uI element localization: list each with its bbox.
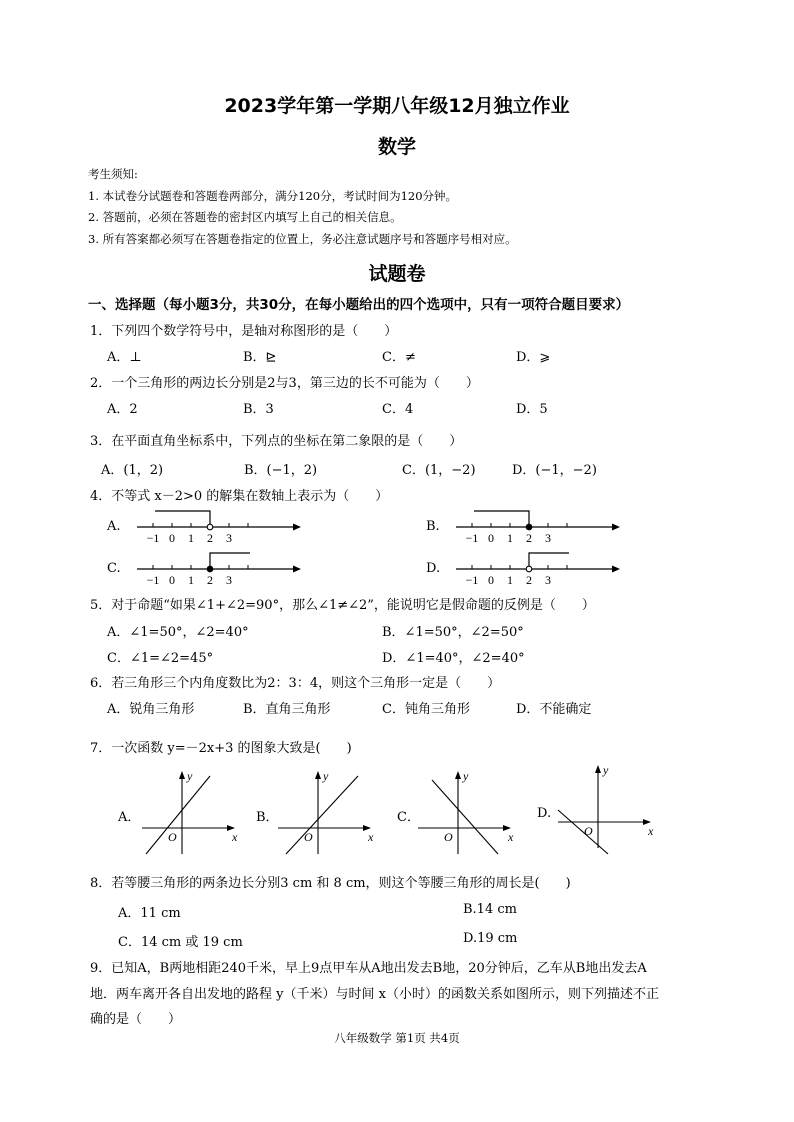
x-axis-label: x bbox=[368, 830, 374, 844]
q2-option-d: D．5 bbox=[516, 402, 548, 417]
q4-stem: 4．不等式 x－2>0 的解集在数轴上表示为（ ） bbox=[90, 489, 389, 504]
y-axis-label: y bbox=[603, 763, 609, 777]
solution-ray bbox=[529, 553, 569, 569]
axis-arrow bbox=[293, 524, 301, 531]
q5-stem: 5．对于命题“如果∠1+∠2=90°，那么∠1≠∠2”，能说明它是假命题的反例是（ ） bbox=[90, 598, 595, 613]
q6-option-d: D．不能确定 bbox=[516, 702, 592, 717]
graph-a bbox=[142, 769, 238, 854]
open-point bbox=[526, 566, 532, 572]
q4-option-b: B. bbox=[426, 519, 440, 534]
tick-label: 3 bbox=[545, 573, 551, 587]
q7-option-a: A． bbox=[118, 810, 141, 825]
q6-option-a: A．锐角三角形 bbox=[107, 702, 195, 717]
closed-point bbox=[207, 566, 213, 572]
q8-option-c: C．14 cm 或 19 cm bbox=[118, 935, 243, 950]
tick-label: 2 bbox=[207, 573, 213, 587]
origin-label: O bbox=[444, 830, 453, 844]
q5-option-b: B．∠1=50°，∠2=50° bbox=[382, 625, 524, 640]
q9-line-2: 地．两车离开各自出发地的路程 y（千米）与时间 x（小时）的函数关系如图所示，则下列描述不正 bbox=[90, 987, 659, 1002]
q7-option-c: C． bbox=[397, 810, 420, 825]
q7-option-d: D. bbox=[537, 806, 552, 821]
q2-option-b: B．3 bbox=[243, 402, 274, 417]
y-axis-arrow bbox=[315, 771, 321, 779]
tick-label: 2 bbox=[207, 531, 213, 545]
function-line bbox=[558, 810, 608, 854]
y-axis-arrow bbox=[455, 771, 461, 779]
solution-ray bbox=[474, 511, 529, 527]
axis-arrow bbox=[293, 566, 301, 573]
q7-stem: 7．一次函数 y=－2x+3 的图象大致是( ) bbox=[90, 741, 352, 756]
closed-point bbox=[526, 524, 532, 530]
y-axis-label: y bbox=[187, 769, 193, 783]
tick-label: 1 bbox=[188, 573, 194, 587]
exam-title: 2023学年第一学期八年级12月独立作业 bbox=[224, 95, 570, 117]
notice-heading: 考生须知: bbox=[88, 167, 138, 181]
tick-label: 3 bbox=[226, 573, 232, 587]
y-axis-label: y bbox=[463, 769, 469, 783]
q9-line-1: 9．已知A，B两地相距240千米，早上9点甲车从A地出发去B地，20分钟后，乙车从B地出发去A bbox=[90, 961, 647, 976]
number-line-a bbox=[137, 511, 301, 545]
graph-d bbox=[558, 763, 654, 854]
origin-label: O bbox=[168, 830, 177, 844]
axis-arrow bbox=[612, 524, 620, 531]
q3-option-a: A．(1，2) bbox=[101, 463, 164, 478]
tick-label: 3 bbox=[226, 531, 232, 545]
q2-option-a: A．2 bbox=[107, 402, 138, 417]
tick-label: 2 bbox=[526, 573, 532, 587]
axis-arrow bbox=[612, 566, 620, 573]
notice-item-2: 2. 答题前，必须在答题卷的密封区内填写上自己的相关信息。 bbox=[88, 210, 402, 224]
tick-label: 0 bbox=[488, 531, 494, 545]
x-axis-label: x bbox=[648, 824, 654, 838]
tick-label: 3 bbox=[545, 531, 551, 545]
q1-option-b: B．⊵ bbox=[243, 350, 277, 365]
tick-label: 1 bbox=[188, 531, 194, 545]
q6-option-c: C．钝角三角形 bbox=[382, 702, 470, 717]
subject-title: 数学 bbox=[377, 136, 416, 158]
origin-label: O bbox=[304, 830, 313, 844]
q1-stem: 1．下列四个数学符号中，是轴对称图形的是（ ） bbox=[90, 324, 398, 339]
q4-option-a: A. bbox=[107, 519, 121, 534]
q1-option-a: A．⊥ bbox=[107, 350, 142, 365]
solution-ray bbox=[155, 511, 210, 527]
tick-label: 0 bbox=[169, 573, 175, 587]
notice-item-1: 1. 本试卷分试题卷和答题卷两部分，满分120分，考试时间为120分钟。 bbox=[88, 189, 458, 203]
y-axis-label: y bbox=[323, 769, 329, 783]
tick-label: −1 bbox=[465, 531, 479, 545]
tick-label: −1 bbox=[146, 573, 160, 587]
tick-label: −1 bbox=[146, 531, 160, 545]
tick-label: 1 bbox=[507, 531, 513, 545]
paper-title: 试题卷 bbox=[368, 263, 426, 285]
q3-option-d: D．(−1，−2) bbox=[512, 463, 597, 478]
number-line-b bbox=[456, 511, 620, 545]
q1-option-c: C．≠ bbox=[382, 350, 416, 365]
open-point bbox=[207, 524, 213, 530]
function-line bbox=[286, 776, 358, 854]
x-axis-label: x bbox=[232, 830, 238, 844]
function-line bbox=[432, 780, 498, 854]
q9-line-3: 确的是（ ） bbox=[90, 1012, 182, 1027]
y-axis-arrow bbox=[179, 771, 185, 779]
q6-option-b: B．直角三角形 bbox=[243, 702, 331, 717]
q8-option-b: B.14 cm bbox=[463, 902, 517, 917]
tick-label: 1 bbox=[507, 573, 513, 587]
tick-label: 0 bbox=[169, 531, 175, 545]
q7-option-b: B． bbox=[256, 810, 279, 825]
function-line bbox=[146, 776, 210, 854]
q5-option-a: A．∠1=50°，∠2=40° bbox=[107, 625, 249, 640]
q3-option-c: C．(1，−2) bbox=[402, 463, 476, 478]
q5-option-d: D．∠1=40°，∠2=40° bbox=[382, 651, 525, 666]
q5-option-c: C．∠1=∠2=45° bbox=[107, 651, 214, 666]
number-line-d bbox=[456, 553, 620, 587]
q1-option-d: D．⩾ bbox=[516, 350, 551, 365]
number-line-c bbox=[137, 553, 301, 587]
notice-item-3: 3. 所有答案都必须写在答题卷指定的位置上，务必注意试题序号和答题序号相对应。 bbox=[88, 232, 517, 246]
q3-stem: 3．在平面直角坐标系中，下列点的坐标在第二象限的是（ ） bbox=[90, 434, 463, 449]
q2-stem: 2．一个三角形的两边长分别是2与3，第三边的长不可能为（ ） bbox=[90, 376, 479, 391]
q8-stem: 8．若等腰三角形的两条边长分别3 cm 和 8 cm，则这个等腰三角形的周长是( ) bbox=[90, 876, 571, 891]
tick-label: 0 bbox=[488, 573, 494, 587]
y-axis-arrow bbox=[595, 765, 601, 773]
q3-option-b: B．(−1，2) bbox=[244, 463, 318, 478]
q4-option-d: D. bbox=[426, 561, 441, 576]
page-footer: 八年级数学 第1页 共4页 bbox=[334, 1031, 460, 1045]
q8-option-d: D.19 cm bbox=[463, 931, 518, 946]
solution-ray bbox=[210, 553, 250, 569]
tick-label: 2 bbox=[526, 531, 532, 545]
q4-option-c: C. bbox=[107, 561, 121, 576]
origin-label: O bbox=[584, 824, 593, 838]
q8-option-a: A．11 cm bbox=[118, 906, 181, 921]
graph-b bbox=[278, 769, 374, 854]
x-axis-label: x bbox=[508, 830, 514, 844]
graph-c bbox=[418, 769, 514, 854]
tick-label: −1 bbox=[465, 573, 479, 587]
q6-stem: 6．若三角形三个内角度数比为2：3：4，则这个三角形一定是（ ） bbox=[90, 676, 501, 691]
q2-option-c: C．4 bbox=[382, 402, 414, 417]
section-heading: 一、选择题（每小题3分，共30分，在每小题给出的四个选项中，只有一项符合题目要求） bbox=[88, 297, 630, 313]
